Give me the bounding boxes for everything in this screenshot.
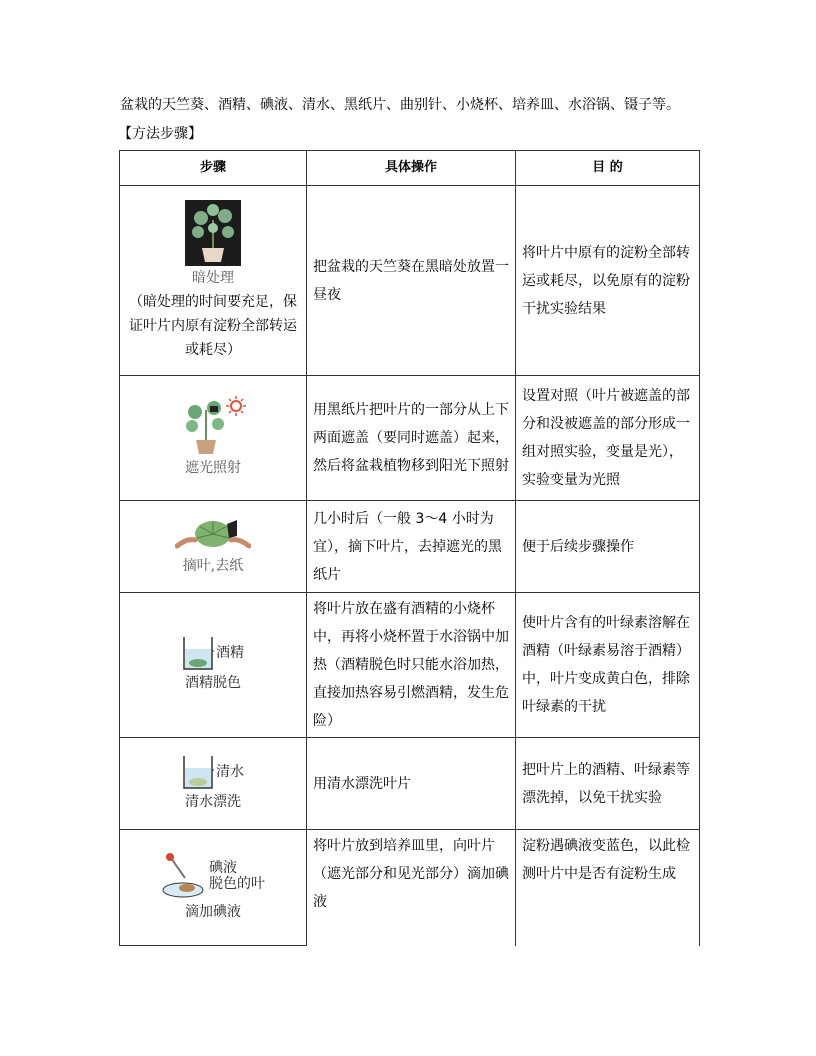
plant-sun-image <box>178 396 248 456</box>
table-row <box>120 501 700 593</box>
step-cell <box>120 830 307 946</box>
table-row <box>120 830 700 946</box>
operation-cell: 几小时后（一般 3～4 小时为宜），摘下叶片，去掉遮光的黑纸片 <box>307 501 516 593</box>
purpose-cell: 便于后续步骤操作 <box>516 501 700 593</box>
table-header-row <box>120 151 700 186</box>
step-caption: 酒精脱色 <box>185 675 241 691</box>
operation-cell: 用黑纸片把叶片的一部分从上下两面遮盖（要同时遮盖）起来，然后将盆栽植物移到阳光下照射 <box>307 376 516 501</box>
figure-label: 酒精 <box>216 645 244 661</box>
operation-cell: 把盆栽的天竺葵在黑暗处放置一昼夜 <box>307 186 516 376</box>
dropper-dish-icon <box>161 852 205 900</box>
beaker-icon <box>182 635 214 671</box>
step-caption: 遮光照射 <box>185 460 241 476</box>
purpose-cell: 将叶片中原有的淀粉全部转运或耗尽，以免原有的淀粉干扰实验结果 <box>516 186 700 376</box>
beaker-icon <box>182 754 214 790</box>
step-cell <box>120 186 307 376</box>
step-caption: 清水漂洗 <box>185 793 241 810</box>
operation-cell: 用清水漂洗叶片 <box>307 738 516 830</box>
pick-leaf-image <box>175 516 251 554</box>
procedure-table <box>119 150 700 946</box>
dark-plant-image <box>185 200 241 266</box>
purpose-cell: 淀粉遇碘液变蓝色，以此检测叶片中是否有淀粉生成 <box>516 830 700 946</box>
step-caption: 摘叶,去纸 <box>182 557 244 574</box>
step-cell <box>120 501 307 593</box>
table-row <box>120 376 700 501</box>
alcohol-figure <box>124 635 302 671</box>
header-operation: 具体操作 <box>307 151 516 186</box>
figure-label-leaf: 脱色的叶 <box>209 875 265 892</box>
figure-label-iodine: 碘液 <box>209 859 237 876</box>
purpose-cell: 设置对照（叶片被遮盖的部分和没被遮盖的部分形成一组对照实验，变量是光），实验变量为光照 <box>516 376 700 501</box>
table-row <box>120 738 700 830</box>
operation-cell: 将叶片放到培养皿里，向叶片（遮光部分和见光部分）滴加碘液 <box>307 830 516 946</box>
table-row <box>120 593 700 738</box>
step-caption: 暗处理 <box>192 269 234 286</box>
step-cell <box>120 738 307 830</box>
header-purpose: 目 的 <box>516 151 700 186</box>
table-row <box>120 186 700 376</box>
step-note: （暗处理的时间要充足，保证叶片内原有淀粉全部转运或耗尽） <box>129 293 297 358</box>
figure-label: 清水 <box>216 763 244 780</box>
step-cell <box>120 593 307 738</box>
section-heading: 【方法步骤】 <box>118 126 202 142</box>
step-caption: 滴加碘液 <box>185 903 241 920</box>
purpose-cell: 把叶片上的酒精、叶绿素等漂洗掉，以免干扰实验 <box>516 738 700 830</box>
materials-text: 盆栽的天竺葵、酒精、碘液、清水、黑纸片、曲别针、小烧杯、培养皿、水浴锅、镊子等。 <box>120 97 680 113</box>
purpose-cell: 使叶片含有的叶绿素溶解在酒精（叶绿素易溶于酒精）中，叶片变成黄白色，排除叶绿素的干扰 <box>516 593 700 738</box>
iodine-figure <box>124 852 302 900</box>
step-cell <box>120 376 307 501</box>
header-step: 步骤 <box>120 151 307 186</box>
operation-cell: 将叶片放在盛有酒精的小烧杯中，再将小烧杯置于水浴锅中加热（酒精脱色时只能水浴加热，直接加热容易引燃酒精，发生危险） <box>307 593 516 738</box>
water-figure <box>124 754 302 790</box>
